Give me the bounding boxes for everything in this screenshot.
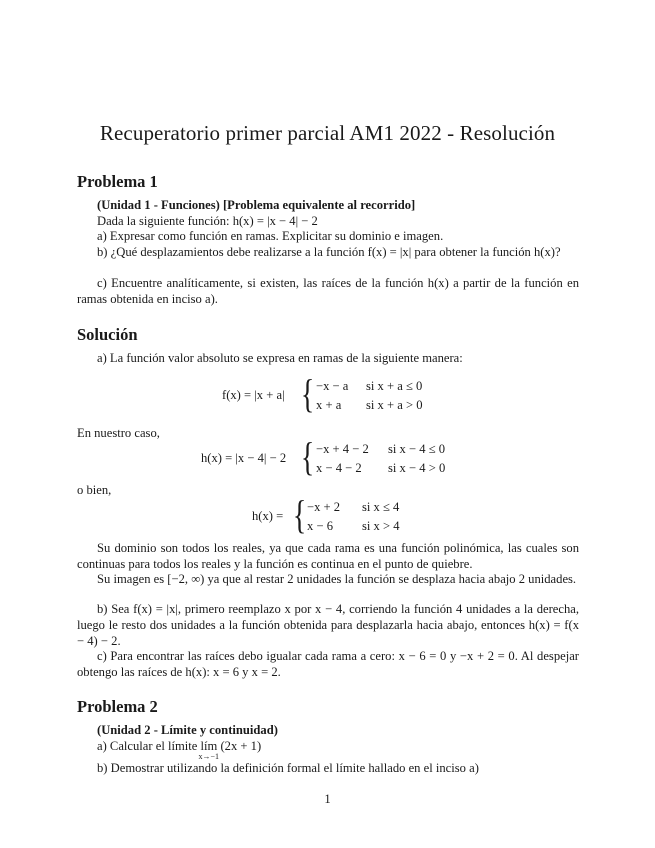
solucion-dominio: Su dominio son todos los reales, ya que cada rama es una función polinómica, las cuales son continuas para todos los reales y la función es continua en el punto de quiebre. <box>77 541 579 571</box>
solucion-imagen: Su imagen es [−2, ∞) ya que al restar 2 unidades la función se desplaza hacia abajo 2 unidades. <box>97 572 577 586</box>
problema-2-item-b: b) Demostrar utilizando la definición formal el límite hallado en el inciso a) <box>97 761 479 775</box>
eq3-r1-cond: si x ≤ 4 <box>362 500 400 514</box>
problema-1-unit: (Unidad 1 - Funciones) [Problema equivalente al recorrido] <box>97 198 416 212</box>
eq2-brace: { <box>300 434 315 479</box>
eq3-brace: { <box>292 492 307 537</box>
solucion-heading: Solución <box>77 325 138 344</box>
eq2-lhs: h(x) = |x − 4| − 2 <box>201 451 287 465</box>
eq3-cases <box>307 499 400 534</box>
solucion-a-intro: a) La función valor absoluto se expresa en ramas de la siguiente manera: <box>97 351 463 365</box>
eq3-r2-expr: x − 6 <box>307 519 333 533</box>
eq2-r2-expr: x − 4 − 2 <box>316 461 362 475</box>
problema-1-intro: Dada la siguiente función: h(x) = |x − 4| − 2 <box>97 214 318 228</box>
document-title: Recuperatorio primer parcial AM1 2022 - Resolución <box>99 121 556 145</box>
eq1-r1-expr: −x − a <box>316 379 349 393</box>
problema-2-item-a <box>97 738 262 761</box>
problema-2-heading: Problema 2 <box>77 697 158 716</box>
eq1-brace: { <box>300 371 315 416</box>
eq3-lhs: h(x) = <box>252 509 284 523</box>
solucion-c: c) Para encontrar las raíces debo igualar cada rama a cero: x − 6 = 0 y −x + 2 = 0. Al despejar obtengo las raíces de h(x): x = 6 y x = 2. <box>77 649 579 679</box>
eq2-r1-cond: si x − 4 ≤ 0 <box>388 442 446 456</box>
eq2-r2-cond: si x − 4 > 0 <box>388 461 446 475</box>
solucion-b: b) Sea f(x) = |x|, primero reemplazo x por x − 4, corriendo la función 4 unidades a la derecha, luego le resto dos unidades a la función obtenida para desplazarla hacia abajo, entonces h(x) = f(x − 4) − 2. <box>77 602 579 648</box>
eq1-r2-cond: si x + a > 0 <box>366 398 423 412</box>
en-nuestro-caso: En nuestro caso, <box>77 426 160 440</box>
limit-operator <box>198 738 220 761</box>
eq1-r1-cond: si x + a ≤ 0 <box>366 379 423 393</box>
eq2-cases <box>316 441 445 476</box>
problema-1-item-a: a) Expresar como función en ramas. Explicitar su dominio e imagen. <box>97 229 444 243</box>
limit-lim: lím <box>200 739 218 753</box>
eq1-r2-expr: x + a <box>316 398 342 412</box>
limit-subscript: x→−1 <box>198 752 220 761</box>
problema-1-item-b: b) ¿Qué desplazamientos debe realizarse a la función f(x) = |x| para obtener la función h(x)? <box>97 245 561 259</box>
problema-1-item-c: c) Encuentre analíticamente, si existen, las raíces de la función h(x) a partir de la función en ramas obtenida en inciso a). <box>77 276 579 306</box>
problema-2-unit: (Unidad 2 - Límite y continuidad) <box>97 723 278 737</box>
limit-expression: (2x + 1) <box>220 739 262 753</box>
eq1-cases <box>316 378 423 413</box>
problema-2-a-pre: a) Calcular el límite <box>97 739 198 753</box>
o-bien: o bien, <box>77 483 112 497</box>
eq3-r2-cond: si x > 4 <box>362 519 400 533</box>
eq3-r1-expr: −x + 2 <box>307 500 341 514</box>
eq2-r1-expr: −x + 4 − 2 <box>316 442 369 456</box>
eq1-lhs: f(x) = |x + a| <box>222 388 285 402</box>
page-number: 1 <box>324 792 331 806</box>
problema-1-heading: Problema 1 <box>77 172 158 191</box>
